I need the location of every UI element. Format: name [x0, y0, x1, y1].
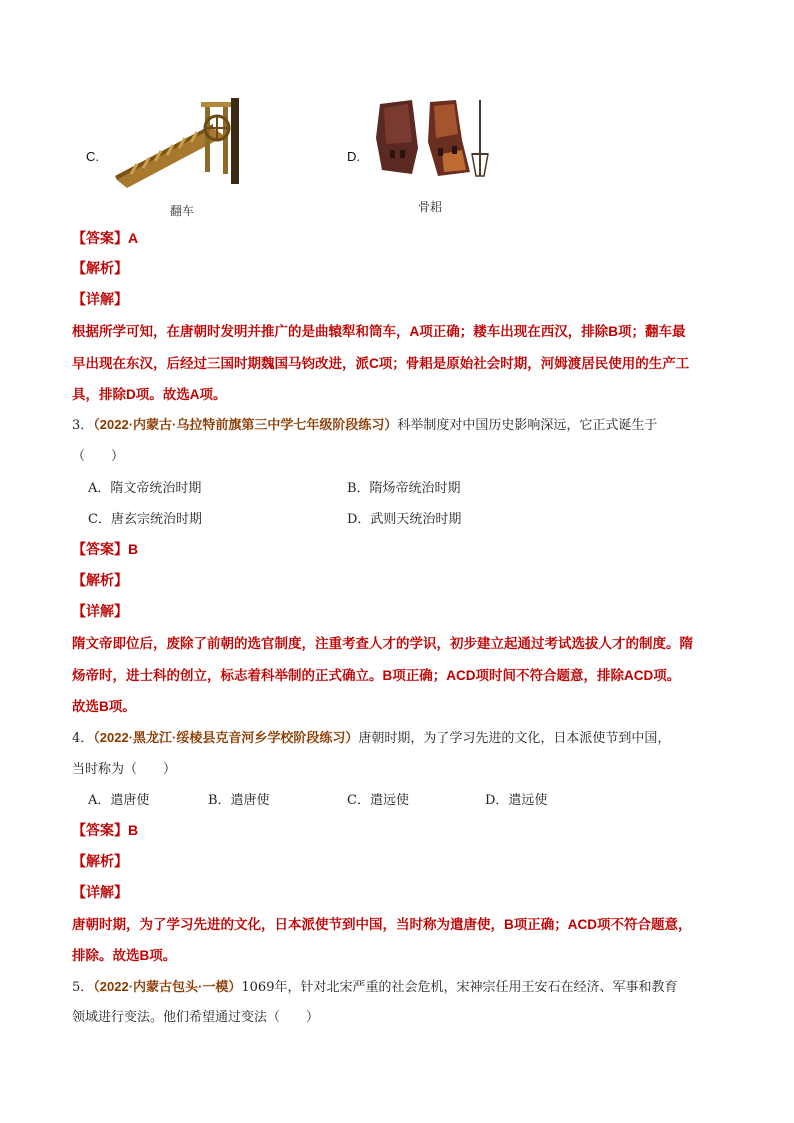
q3-option-c: C．唐玄宗统治时期 [88, 512, 202, 527]
q2-analysis-label: 【解析】 [72, 260, 128, 276]
gusi-image [372, 98, 496, 180]
q4-analysis-label: 【解析】 [72, 853, 128, 869]
option-c-label: C. [86, 149, 99, 164]
q3-source: （2022·内蒙古·乌拉特前旗第三中学七年级阶段练习） [93, 417, 398, 432]
q3-explanation-line-3: 故选B项。 [72, 699, 136, 714]
q2-explanation-line-2: 早出现在东汉，后经过三国时期魏国马钧改进，派C项；骨耜是原始社会时期，河姆渡居民使用的生产工 [72, 356, 690, 371]
q4-option-a: A．遣唐使 [88, 793, 150, 808]
q4-stem-line-1 [72, 727, 670, 746]
q3-answer: 【答案】B [72, 541, 139, 557]
q3-option-a: A．隋文帝统治时期 [88, 481, 202, 496]
q2-detail-label: 【详解】 [72, 291, 128, 307]
q3-stem-line-2: （ ） [72, 449, 125, 464]
q4-detail-label: 【详解】 [72, 884, 128, 900]
q4-stem: 唐朝时期，为了学习先进的文化，日本派使节到中国， [358, 731, 671, 746]
q3-explanation-line-1: 隋文帝即位后，废除了前朝的选官制度，注重考查人才的学识，初步建立起通过考试选拔人才的制度。隋 [72, 636, 693, 651]
q4-option-b: B．遣唐使 [208, 793, 270, 808]
option-d-label: D. [347, 149, 360, 164]
q4-source: （2022·黑龙江·绥棱县克音河乡学校阶段练习） [93, 730, 359, 745]
q4-answer: 【答案】B [72, 822, 139, 838]
q4-explanation-line-2: 排除。故选B项。 [72, 948, 177, 963]
q5-stem-line-2: 领域进行变法。他们希望通过变法（ ） [72, 1010, 320, 1025]
q3-number: 3． [72, 418, 94, 433]
option-c-caption: 翻车 [170, 204, 195, 218]
q4-option-d: D．遣远使 [485, 793, 548, 808]
q2-answer: 【答案】A [72, 230, 139, 246]
q2-explanation-line-3: 具，排除D项。故选A项。 [72, 387, 227, 402]
q3-stem: 科举制度对中国历史影响深远，它正式诞生于 [397, 418, 658, 433]
q3-detail-label: 【详解】 [72, 603, 128, 619]
q5-stem: 1069年，针对北宋严重的社会危机，宋神宗任用王安石在经济、军事和教育 [241, 980, 678, 995]
q3-analysis-label: 【解析】 [72, 572, 128, 588]
q4-stem-line-2: 当时称为（ ） [72, 762, 177, 777]
fanche-image [113, 98, 239, 190]
q4-option-c: C．遣远使 [347, 793, 409, 808]
q3-explanation-line-2: 炀帝时，进士科的创立，标志着科举制的正式确立。B项正确；ACD项时间不符合题意，排除ACD项。 [72, 668, 681, 683]
q4-explanation-line-1: 唐朝时期，为了学习先进的文化，日本派使节到中国，当时称为遣唐使，B项正确；ACD项不符合题意， [72, 917, 692, 932]
q2-explanation-line-1: 根据所学可知，在唐朝时发明并推广的是曲辕犁和筒车，A项正确；耧车出现在西汉，排除B项；翻车最 [72, 324, 686, 339]
q5-stem-line-1 [72, 976, 677, 995]
option-d-caption: 骨耜 [418, 200, 443, 214]
q5-number: 5． [72, 980, 94, 995]
q3-stem-line-1 [72, 414, 657, 433]
q4-number: 4． [72, 731, 94, 746]
q5-source: （2022·内蒙古包头·一模） [93, 979, 242, 994]
q3-option-b: B．隋炀帝统治时期 [347, 481, 461, 496]
q3-option-d: D．武则天统治时期 [347, 512, 462, 527]
